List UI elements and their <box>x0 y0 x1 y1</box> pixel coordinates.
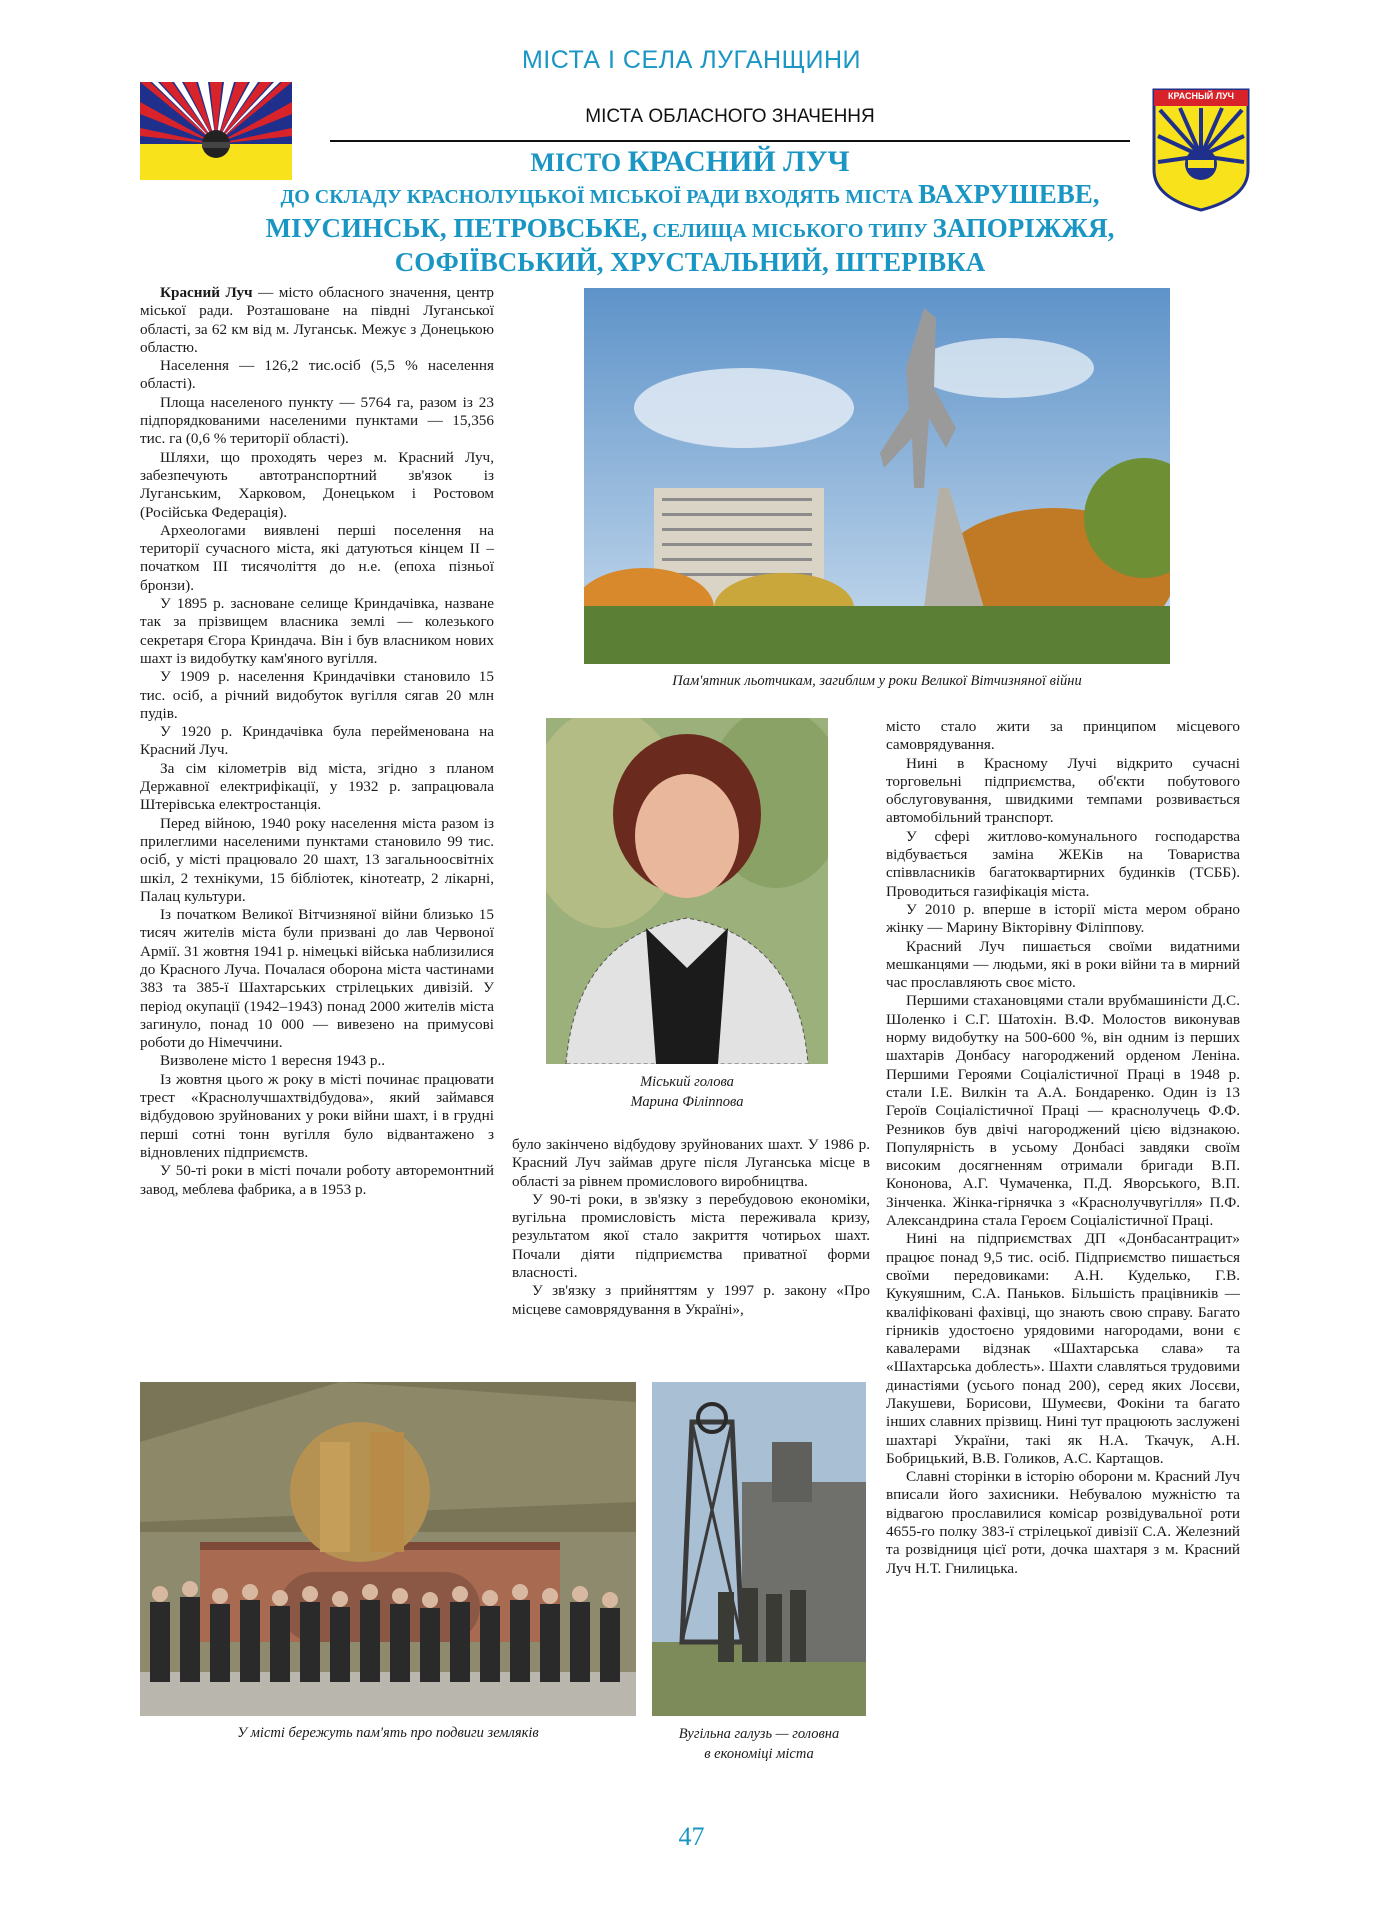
paragraph: Із початком Великої Вітчизняної війни близько 15 тисяч жителів міста були призвані до лав Червоної Армії. 31 жовтня 1941 р. німецькі війська наблизилися до Красного Луча. Почалася оборона міста частинами 383 та 385-ї Шахтарських стрілецьких дивізій. У період окупації (1942–1943) понад 2000 жителів міста загинуло, понад 10 000 — вивезено на примусові роботи до Німеччини. <box>140 906 494 1052</box>
memorial-photo <box>140 1382 636 1716</box>
section-title: МІСТА І СЕЛА ЛУГАНЩИНИ <box>521 46 861 74</box>
paragraph-text: — місто обласного значення, центр міської ради. Розташоване на півдні Луганської області, за 62 км від м. Луганськ. Межує з Донецькою областю. <box>140 284 494 356</box>
subtitle-line-1 <box>180 180 1200 208</box>
title-prefix: МІСТО <box>530 148 622 177</box>
page-title <box>180 146 1200 178</box>
page-number: 47 <box>678 1822 705 1851</box>
subtitle-text: СЕЛИЩА МІСЬКОГО ТИПУ <box>652 220 928 242</box>
paragraph: Археологами виявлені перші поселення на території сучасного міста, які датуються кінцем II – початком III тисячоліття до н.е. (епоха пізньої бронзи). <box>140 521 494 594</box>
paragraph: За сім кілометрів від міста, згідно з планом Державної електрифікації, у 1932 р. запрацювала Штерівська електростанція. <box>140 759 494 814</box>
subtitle-cities: МІУСИНСЬК, ПЕТРОВСЬКЕ, <box>265 213 648 243</box>
subsection-title: МІСТА ОБЛАСНОГО ЗНАЧЕННЯ <box>585 106 875 127</box>
paragraph: Населення — 126,2 тис.осіб (5,5 % населення області). <box>140 357 494 393</box>
monument-photo <box>584 288 1170 664</box>
paragraph: У 1895 р. засноване селище Криндачівка, назване так за прізвищем власника землі — колезького секретаря Єгора Криндача. Він і був власником нових шахт із видобутку кам'яного вугілля. <box>140 595 494 667</box>
mayor-caption-title: Міський голова <box>640 1074 734 1090</box>
paragraph: Із жовтня цього ж року в місті починає працювати трест «Краснолучшахтвідбудова», який займався відбудовою зруйнованих у роки війни шахт, і в грудні перші сотні тонн вугілля було відвантажено з відновлених підприємств. <box>140 1070 494 1161</box>
subtitle-line-3: СОФІЇВСЬКИЙ, ХРУСТАЛЬНИЙ, ШТЕРІВКА <box>394 247 986 277</box>
paragraph: У 90-ті роки, в зв'язку з перебудовою економіки, вугільна промисловість міста переживала кризу, результатом якої стало закриття чотирьох шахт. Почали діяти підприємства приватної форми власності. <box>512 1190 870 1282</box>
coal-caption <box>652 1724 866 1764</box>
paragraph <box>140 284 494 357</box>
paragraph: місто стало жити за принципом місцевого самоврядування. <box>886 718 1240 754</box>
subtitle-text: ДО СКЛАДУ КРАСНОЛУЦЬКОЇ МІСЬКОЇ РАДИ ВХОДЯТЬ МІСТА <box>280 186 914 208</box>
paragraph: Визволене місто 1 вересня 1943 р.. <box>160 1052 386 1070</box>
monument-caption: Пам'ятник льотчикам, загиблим у роки Великої Вітчизняної війни <box>672 673 1082 689</box>
mayor-caption-name: Марина Філіппова <box>630 1094 744 1110</box>
subtitle-settlement: ЗАПОРІЖЖЯ, <box>932 213 1115 243</box>
paragraph: У 50-ті роки в місті почали роботу авторемонтний завод, меблева фабрика, а в 1953 р. <box>140 1162 494 1198</box>
paragraph: У 2010 р. вперше в історії міста мером обрано жінку — Марину Вікторівну Філіппову. <box>886 900 1240 937</box>
text-column-1 <box>140 284 494 1199</box>
paragraph: У 1920 р. Криндачівка була перейменована на Красний Луч. <box>140 723 494 759</box>
paragraph: Першими стахановцями стали врубмашиністи Д.С. Шоленко і С.Г. Шатохін. В.Ф. Молостов виконував норму видобутку на 500-600 %, він одним із перших шахтарів Донбасу нагороджений орденом Леніна. Першими Героями Соціалістичної Праці в 1948 р. стали І.Е. Вилкін та А.А. Бондаренко. Один із 13 Героїв Соціалістичної Праці — краснолучець Ф.Ф. Резников був двічі нагороджений цією відзнакою. Популярність в усьому Донбасі завдяки своїм високим досягненням отримали бригади В.П. Кононова, А.Г. Чумаченка, П.Д. Яворського, В.П. Зінченка. Жінка-гірнячка з «Краснолучвугілля» П.Ф. Александрина стала Героєм Соціалістичної Праці. <box>886 992 1240 1230</box>
coal-mine-photo <box>652 1382 866 1716</box>
paragraph: У сфері житлово-комунального господарства відбувається заміна ЖЕКів на Товариства співвласників багатоквартирних будинків (ТСББ). Проводиться газифікація міста. <box>886 827 1240 900</box>
paragraph: Славні сторінки в історію оборони м. Красний Луч вписали його захисники. Небувалою мужністю та відвагою прославилися комісар розвідувальної роти 4655-го полку 383-ї стрілецької дивізії С.А. Железний та розвідниця цієї роти, дочка шахтаря з м. Красний Луч Н.Т. Гнилицька. <box>886 1468 1240 1577</box>
city-name: КРАСНИЙ ЛУЧ <box>627 145 850 178</box>
paragraph: було закінчено відбудову зруйнованих шахт. У 1986 р. Красний Луч займав друге після Луганська місце в області за рівнем промислового виробництва. <box>512 1136 870 1190</box>
subtitle-line-2 <box>180 214 1200 242</box>
coal-caption-line: Вугільна галузь — головна <box>678 1726 840 1742</box>
paragraph: Перед війною, 1940 року населення міста разом із прилеглими населеними пунктами становило 99 тис. осіб, у місті працювало 20 шахт, 13 загальноосвітніх шкіл, 2 технікуми, 15 бібліотек, кінотеатр, 2 лікарні, Палац культури. <box>140 814 494 905</box>
paragraph: Нині на підприємствах ДП «Донбасантрацит» працює понад 9,5 тис. осіб. Підприємство пишається своїми передовиками: А.Н. Куделько, Г.В. Кукуяшним, С.А. Паньков. Більшість працівників — кваліфіковані фахівці, що знають свою справу. Багато гірників удостоєно урядовими нагородами, вони є кавалерами відзнак «Шахтарська слава» та «Шахтарська доблесть». Шахти славляться трудовими династіями (усього понад 200), серед яких Лосєви, Лакушеви, Борисови, Шумеєви, Фокіни та багато інших славних прізвищ. Нині тут працюють заслужені шахтарі України, такі як Н.А. Ткачук, А.Н. Бобрицький, В.В. Голиков, А.С. Картащов. <box>886 1230 1240 1467</box>
text-column-2 <box>512 1136 870 1319</box>
header-rule <box>330 140 1130 142</box>
coat-of-arms-label: КРАСНЫЙ ЛУЧ <box>1168 91 1234 101</box>
memorial-caption: У місті бережуть пам'ять про подвиги земляків <box>237 1725 539 1741</box>
paragraph: У 1909 р. населення Криндачівки становило 15 тис. осіб, а річний видобуток вугілля сягав 20 млн пудів. <box>140 668 494 722</box>
city-name-bold: Красний Луч <box>160 284 253 301</box>
paragraph: Площа населеного пункту — 5764 га, разом із 23 підпорядкованими населеними пунктами — 15,356 тис. га (0,6 % території області). <box>140 393 494 448</box>
paragraph: Нині в Красному Лучі відкрито сучасні торговельні підприємства, об'єкти побутового обслуговування, швидкими темпами розвивається автомобільний транспорт. <box>886 754 1240 827</box>
mayor-caption <box>546 1072 828 1112</box>
paragraph: Шляхи, що проходять через м. Красний Луч, забезпечують автотранспортний зв'язок із Луганським, Харковом, Донецьком і Ростовом (Російська Федерація). <box>140 448 494 521</box>
paragraph: Красний Луч пишається своїми видатними мешканцями — людьми, які в роки війни та в мирний час прославляють своє місто. <box>886 937 1240 992</box>
text-column-3 <box>886 718 1240 1578</box>
subtitle-city: ВАХРУШЕВЕ, <box>918 179 1100 209</box>
paragraph: У зв'язку з прийняттям у 1997 р. закону «Про місцеве самоврядування в Україні», <box>512 1282 870 1318</box>
coal-caption-line: в економіці міста <box>704 1746 814 1762</box>
mayor-portrait-photo <box>546 718 828 1064</box>
